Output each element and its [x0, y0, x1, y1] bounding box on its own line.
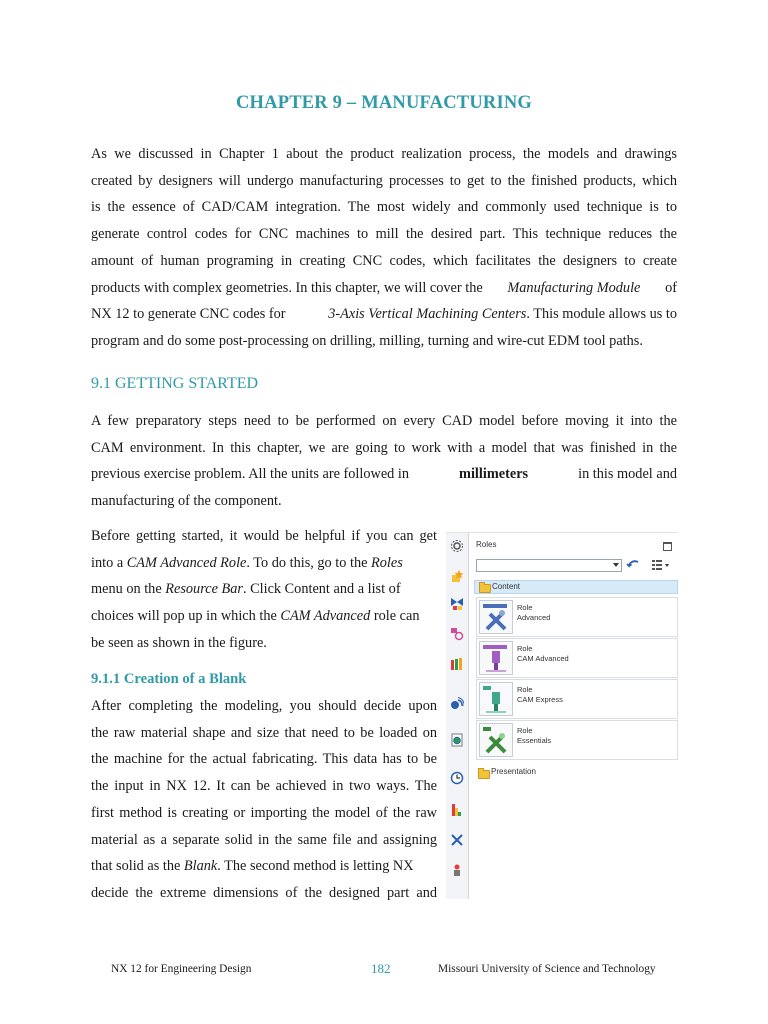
- text-line: is the essence of CAD/CAM integration. The most widely and commonly used technique is to: [91, 199, 677, 216]
- role-label: [517, 726, 551, 746]
- footer-institution: Missouri University of Science and Technology: [438, 963, 656, 975]
- role-title: Role: [517, 644, 533, 653]
- maximize-icon[interactable]: [663, 542, 672, 551]
- text-line: [91, 301, 677, 328]
- content-folder[interactable]: [474, 580, 678, 594]
- text-span: . To do this, go to the: [246, 554, 372, 571]
- text-span: into a: [91, 554, 127, 571]
- role-label: [517, 603, 550, 623]
- text-span: of: [665, 279, 677, 296]
- text-line: After completing the modeling, you should decide upon: [91, 698, 437, 714]
- assembly-navigator-icon[interactable]: [450, 597, 464, 611]
- role-name: Advanced: [517, 613, 551, 622]
- text-span: previous exercise problem. All the units are followed in: [91, 466, 410, 483]
- text-line: be seen as shown in the figure.: [91, 634, 267, 651]
- resource-bar: [446, 533, 469, 899]
- web-browser-icon[interactable]: [450, 733, 464, 747]
- role-label: [517, 644, 569, 664]
- text-line: [91, 275, 677, 302]
- page-number: 182: [371, 961, 391, 976]
- emphasis-text: Resource Bar: [165, 581, 243, 598]
- text-line: [91, 576, 437, 603]
- folder-label: Content: [492, 582, 521, 591]
- emphasis-text: CAM Advanced: [280, 608, 371, 625]
- chapter-title: CHAPTER 9 – MANUFACTURING: [235, 93, 533, 113]
- emphasis-text: Manufacturing Module: [507, 279, 641, 296]
- emphasis-text: CAM Advanced Role: [126, 554, 247, 571]
- presentation-folder[interactable]: [476, 766, 626, 778]
- emphasis-text: 3-Axis Vertical Machining Centers: [328, 306, 527, 323]
- roles-panel-title: Roles: [476, 540, 497, 549]
- role-item-cam-advanced[interactable]: [476, 638, 678, 678]
- back-arrow-icon[interactable]: [626, 559, 640, 571]
- list-view-icon[interactable]: [651, 558, 671, 572]
- role-name: Essentials: [517, 736, 552, 745]
- text-line: program and do some post-processing on drilling, milling, turning and wire-cut EDM tool paths.: [91, 332, 643, 349]
- text-span: choices will pop up in which the: [91, 608, 281, 625]
- role-item-essentials[interactable]: [476, 720, 678, 760]
- reuse-library-icon[interactable]: [450, 657, 464, 671]
- text-line: [91, 550, 437, 577]
- intro-paragraph: [91, 141, 677, 355]
- text-line: material as a separate solid in the same file and assigning: [91, 831, 437, 848]
- text-span: in this model and: [578, 466, 677, 483]
- text-line: [91, 603, 437, 630]
- text-line: A few preparatory steps need to be performed on every CAD model before moving it into the: [91, 413, 677, 429]
- text-line: first method is creating or importing the model of the raw: [91, 804, 437, 821]
- text-span: menu on the: [91, 581, 166, 598]
- role-name: CAM Advanced: [517, 654, 569, 663]
- text-line: generate control codes for CNC machines to mill the desired part. This technique reduces the: [91, 226, 677, 243]
- section-heading-9-1: 9.1 GETTING STARTED: [91, 375, 259, 392]
- folder-label: Presentation: [491, 767, 536, 776]
- footer-book-title: NX 12 for Engineering Design: [111, 963, 252, 975]
- text-span: NX 12 to generate CNC codes for: [91, 306, 286, 323]
- text-line: created by designers will undergo manufacturing processes to get to the finished products, which: [91, 172, 677, 189]
- manufacturing-wizard-icon[interactable]: [450, 833, 464, 847]
- blank-paragraph: [91, 693, 437, 907]
- text-span: . This module allows us to: [526, 306, 677, 323]
- hd3d-tools-icon[interactable]: [450, 697, 464, 711]
- text-line: decide the extreme dimensions of the designed part and: [91, 884, 437, 901]
- emphasis-text: Roles: [371, 554, 403, 571]
- bold-text: millimeters: [459, 466, 529, 483]
- role-title: Role: [517, 603, 533, 612]
- role-label: [517, 685, 563, 705]
- text-span: that solid as the: [91, 858, 181, 875]
- part-navigator-icon[interactable]: [450, 569, 464, 583]
- tools-icon: [479, 723, 513, 757]
- role-title: Role: [517, 685, 533, 694]
- role-name: CAM Express: [517, 695, 563, 704]
- role-item-advanced[interactable]: [476, 597, 678, 637]
- text-span: . The second method is letting NX: [217, 858, 414, 875]
- text-span: products with complex geometries. In this chapter, we will cover the: [91, 279, 483, 296]
- milling-tool-icon: [479, 682, 513, 716]
- roles-icon[interactable]: [450, 863, 464, 877]
- section-9-1-paragraph: [91, 408, 677, 515]
- role-title: Role: [517, 726, 533, 735]
- process-studio-icon[interactable]: [450, 803, 464, 817]
- text-line: the raw material shape and size that need to be loaded on: [91, 724, 437, 741]
- text-line: amount of human programing in creating CNC codes, which facilitates the designers to create: [91, 252, 677, 269]
- emphasis-text: Blank: [183, 858, 218, 875]
- history-icon[interactable]: [450, 771, 464, 785]
- folder-icon: [479, 584, 491, 593]
- text-line: [91, 461, 677, 488]
- text-line: Before getting started, it would be helpful if you can get: [91, 528, 437, 544]
- chevron-down-icon: [613, 563, 619, 567]
- text-line: [91, 853, 437, 880]
- milling-tool-icon: [479, 641, 513, 675]
- text-line: CAM environment. In this chapter, we are going to work with a model that was finished in the: [91, 439, 677, 456]
- tools-icon: [479, 600, 513, 634]
- text-span: role can: [370, 608, 420, 625]
- text-line: manufacturing of the component.: [91, 493, 282, 510]
- text-line: the input in NX 12. It can be achieved in two ways. The: [91, 778, 437, 795]
- roles-paragraph: [91, 523, 437, 657]
- role-item-cam-express[interactable]: [476, 679, 678, 719]
- folder-icon: [478, 770, 490, 779]
- gear-icon[interactable]: [450, 539, 464, 553]
- role-filter-select[interactable]: [476, 559, 622, 572]
- text-span: . Click Content and a list of: [242, 581, 401, 598]
- roles-figure: [446, 532, 678, 899]
- section-heading-9-1-1: 9.1.1 Creation of a Blank: [91, 671, 247, 687]
- text-line: As we discussed in Chapter 1 about the product realization process, the models and drawings: [91, 146, 677, 162]
- text-line: the machine for the actual fabricating. This data has to be: [91, 751, 437, 768]
- text-span: [328, 301, 677, 328]
- constraint-navigator-icon[interactable]: [450, 627, 464, 641]
